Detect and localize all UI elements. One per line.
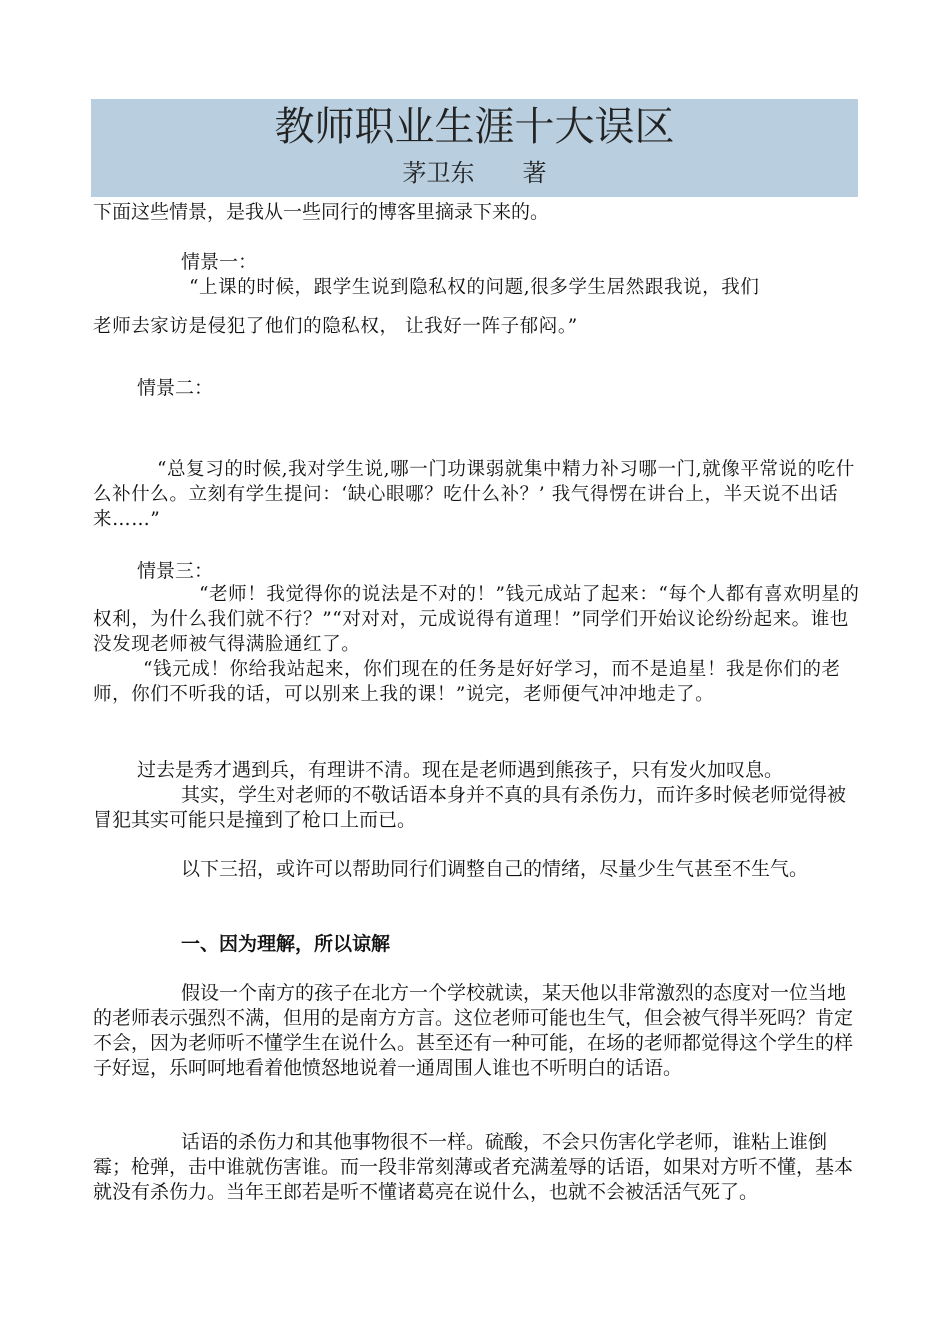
reflection-paragraph-1: 过去是秀才遇到兵，有理讲不清。现在是老师遇到熊孩子，只有发火加叹息。 [137, 759, 784, 781]
scene3-paragraph-2: “钱元成！你给我站起来，你们现在的任务是好好学习，而不是追星！我是你们的老师，你们不听我的话，可以别来上我的课！”说完，老师便气冲冲地走了。 [93, 659, 841, 705]
scene1-quote-line1: “上课的时候，跟学生说到隐私权的问题,很多学生居然跟我说，我们 [189, 277, 760, 298]
scene3-paragraph-1: “老师！我觉得你的说法是不对的！”钱元成站了起来：“每个人都有喜欢明星的权利，为什么我们就不行？”“对对对，元成说得有道理！”同学们开始议论纷纷起来。谁也没发现老师被气得满脸通红了。 [93, 584, 860, 655]
section1-paragraph-1: 假设一个南方的孩子在北方一个学校就读，某天他以非常激烈的态度对一位当地的老师表示强烈不满，但用的是南方方言。这位老师可能也生气，但会被气得半死吗？肯定不会，因为老师听不懂学生在说什么。甚至还有一种可能，在场的老师都觉得这个学生的样子好逗，乐呵呵地看着他愤怒地说着一通周围人谁也不听明白的话语。 [93, 982, 854, 1079]
reflection-paragraph-2: 其实，学生对老师的不敬话语本身并不真的具有杀伤力，而许多时候老师觉得被冒犯其实可能只是撞到了枪口上而已。 [93, 784, 847, 831]
page-title: 教师职业生涯十大误区 [274, 104, 675, 150]
section1-heading: 一、因为理解，所以谅解 [181, 933, 391, 955]
scene3-label: 情景三： [137, 560, 214, 582]
scene1-label: 情景一： [181, 251, 258, 273]
scene1-quote-line2: 老师去家访是侵犯了他们的隐私权， 让我好一阵子郁闷。” [93, 316, 578, 337]
author-line: 茅卫东 著 [402, 159, 547, 187]
scene2-label: 情景二： [137, 377, 214, 399]
section1-paragraph-2: 话语的杀伤力和其他事物很不一样。硫酸，不会只伤害化学老师，谁粘上谁倒霉；枪弹，击中谁就伤害谁。而一段非常刻薄或者充满羞辱的话语，如果对方听不懂，基本就没有杀伤力。当年王郎若是听不懂诸葛亮在说什么，也就不会被活活气死了。 [93, 1131, 854, 1203]
tips-intro-paragraph: 以下三招，或许可以帮助同行们调整自己的情绪，尽量少生气甚至不生气。 [181, 858, 809, 880]
intro-paragraph: 下面这些情景，是我从一些同行的博客里摘录下来的。 [93, 201, 550, 223]
title-banner [91, 99, 858, 197]
scene2-quote: “总复习的时候,我对学生说,哪一门功课弱就集中精力补习哪一门,就像平常说的吃什么补什么。立刻有学生提问：‘缺心眼哪？吃什么补？’ 我气得愣在讲台上，半天说不出话来……” [93, 459, 856, 530]
